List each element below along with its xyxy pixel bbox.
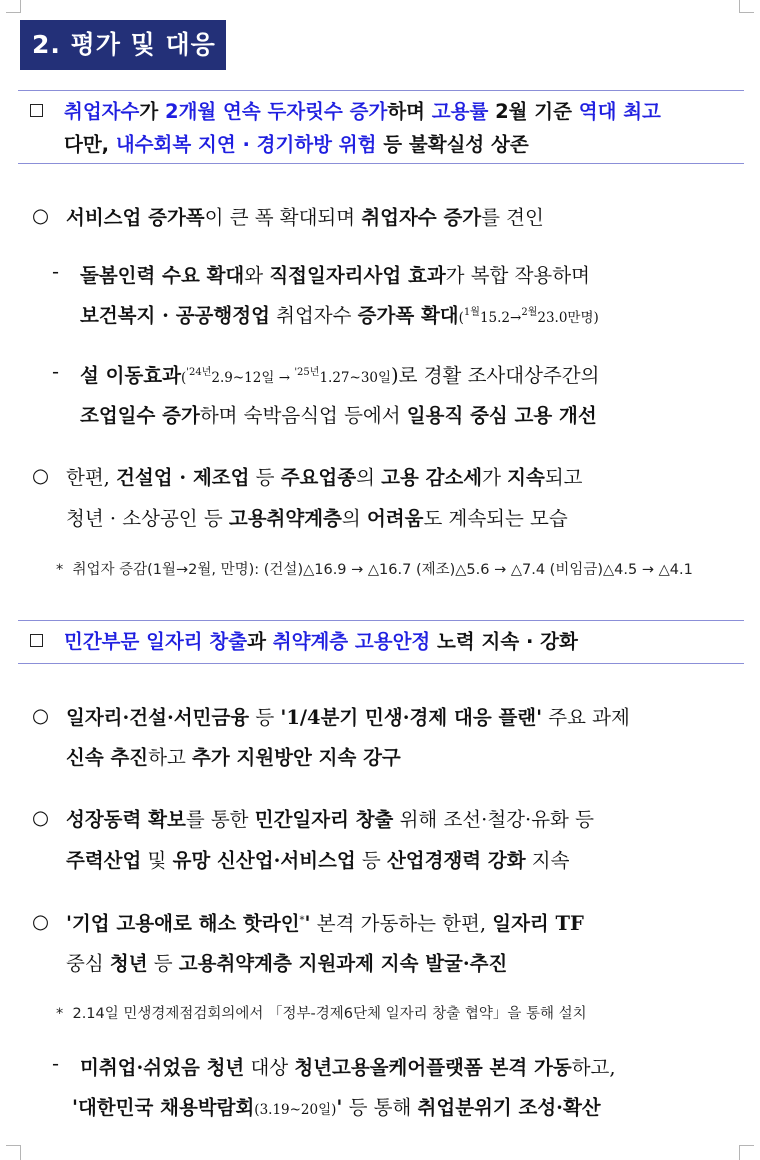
text-span: 2개월 연속 두자릿수 증가 (165, 100, 388, 123)
text-span: 민간부문 일자리 창출 (64, 630, 248, 653)
text-span: 일자리·건설·서민금융 (66, 706, 250, 729)
text-span: 지속 (507, 466, 545, 489)
text-span: 성장동력 확보 (66, 808, 186, 831)
text-span: 하고, (571, 1056, 616, 1079)
text-span: 내수회복 지연 · 경기하방 위험 (115, 133, 377, 156)
text-span: 주력산업 (66, 849, 142, 872)
asterisk-icon: * (56, 1006, 64, 1022)
text-span: 고용취약계층 (228, 507, 342, 530)
text-span: 취업자수 (64, 100, 140, 123)
circle-bullet-icon: ○ (32, 806, 50, 829)
text-span: '1/4분기 민생·경제 대응 플랜' (280, 706, 543, 729)
text-span: ( (180, 370, 187, 386)
footnote (56, 558, 693, 579)
text-span: 다만, (64, 133, 116, 156)
text-span: 대상 (244, 1056, 295, 1079)
text-span: 역대 최고 (578, 100, 661, 123)
text-span: (3.19~20일) (254, 1102, 337, 1118)
text-span: 의 (356, 466, 382, 489)
text-span: 주요 과제 (542, 706, 630, 729)
dash-bullet-icon: - (52, 260, 60, 283)
text-span: '기업 고용애로 해소 핫라인 (66, 912, 300, 935)
text-span: 등 (355, 849, 387, 872)
circle-bullet-icon: ○ (32, 464, 50, 487)
text-span: 고용률 (431, 100, 489, 123)
text-span: 지속 (525, 849, 570, 872)
text-span: 신속 추진 (66, 746, 149, 769)
text-span: 를 통한 (185, 808, 255, 831)
text-span: ( (458, 310, 464, 326)
text-span: 중심 (66, 952, 110, 975)
text-span: 미취업·쉬었음 청년 (80, 1056, 245, 1079)
text-span: 주요업종 (280, 466, 357, 489)
text-span: 보건복지 · 공공행정업 (80, 304, 270, 327)
text-span: 및 (141, 849, 173, 872)
text-span: 취업분위기 조성·확산 (417, 1096, 601, 1119)
text-span: 고용 감소세 (381, 466, 483, 489)
text-span: 1월 (463, 307, 480, 318)
text-span: 민간일자리 창출 (254, 808, 394, 831)
text-span: 2월 (521, 307, 538, 318)
dash-bullet-icon: - (52, 360, 60, 383)
summary-line (18, 625, 744, 658)
text-span: 돌봄인력 수요 확대 (80, 264, 245, 287)
text-span: 청년고용올케어플랫폼 본격 가동 (294, 1056, 572, 1079)
text-span: 건설업 · 제조업 (116, 466, 250, 489)
text-span: 청년 · 소상공인 등 (66, 507, 229, 530)
text-span: 추가 지원방안 지속 강구 (192, 746, 401, 769)
circle-bullet-icon: ○ (32, 910, 50, 933)
text-span: 취업자수 증가 (361, 206, 482, 229)
text-span: 과 (247, 630, 273, 653)
summary-line (18, 128, 744, 161)
text-span: 일자리 TF (492, 912, 584, 935)
section-title: 2. 평가 및 대응 (20, 20, 226, 70)
text-span: 어려움 (366, 507, 424, 530)
text-span: 23.0만명 (537, 310, 594, 326)
footnote-text: 2.14일 민생경제점검회의에서 「정부-경제6단체 일자리 창출 협약」을 통해 설치 (72, 1006, 587, 1022)
text-span: 등 (249, 466, 281, 489)
text-span: 증가폭 확대 (357, 304, 459, 327)
text-span: 가 복합 작용하며 (445, 264, 590, 287)
text-span: 노력 지속 · 강화 (430, 630, 578, 653)
text-span: 가 (139, 100, 165, 123)
text-span: '대한민국 채용박람회 (72, 1096, 255, 1119)
dash-bullet-icon: - (52, 1052, 60, 1075)
summary-header-2 (18, 620, 744, 664)
circle-bullet-icon: ○ (32, 204, 50, 227)
text-span: 되고 (544, 466, 583, 489)
text-span: 1.27~30일 (319, 370, 392, 386)
text-span: 서비스업 증가폭 (66, 206, 205, 229)
text-span: 일용직 중심 고용 개선 (406, 404, 597, 427)
text-span: 하고 (148, 746, 193, 769)
text-span: '25년 (294, 367, 320, 378)
text-span: )로 경활 조사대상주간의 (391, 364, 600, 387)
text-span: 설 이동효과 (80, 364, 181, 387)
text-span: 위해 조선·철강·유화 등 (393, 808, 594, 831)
footnote-text: 취업자 증감(1월→2월, 만명): (건설)△16.9 → △16.7 (제조)△5.6 → △7.4 (비임금)△4.5 → △4.1 (72, 562, 693, 578)
text-span: 의 (341, 507, 367, 530)
text-span: 하며 (387, 100, 432, 123)
page-corner-mark (739, 0, 754, 13)
text-span: 하며 숙박음식업 등에서 (199, 404, 407, 427)
text-span: ' (336, 1096, 343, 1119)
text-span: ) (593, 310, 599, 326)
text-span: 등 통해 (342, 1096, 418, 1119)
text-span: 한편, (66, 466, 117, 489)
circle-bullet-icon: ○ (32, 704, 50, 727)
text-span: 2월 기준 (488, 100, 579, 123)
text-span: 를 견인 (481, 206, 544, 229)
checkbox-square-icon (30, 104, 43, 117)
text-span: 취약계층 고용안정 (272, 630, 431, 653)
text-span: '24년 (186, 367, 212, 378)
text-span: 와 (244, 264, 270, 287)
text-span: 고용취약계층 지원과제 지속 발굴·추진 (178, 952, 508, 975)
asterisk-icon: * (56, 562, 64, 578)
text-span: 2.9~12일 → (211, 370, 295, 386)
text-span: * (299, 915, 305, 926)
checkbox-square-icon (30, 634, 43, 647)
text-span: 이 큰 폭 확대되며 (204, 206, 362, 229)
text-span: 유망 신산업·서비스업 (172, 849, 356, 872)
text-span: 등 (249, 706, 281, 729)
text-span: 취업자수 (269, 304, 358, 327)
summary-line (18, 95, 744, 128)
text-span: ' (304, 912, 311, 935)
text-span: 조업일수 증가 (80, 404, 200, 427)
summary-header-1 (18, 90, 744, 164)
text-span: 본격 가동하는 한편, (310, 912, 493, 935)
text-span: 15.2→ (479, 310, 522, 326)
text-span: 산업경쟁력 강화 (386, 849, 526, 872)
text-span: 등 불확실성 상존 (376, 133, 529, 156)
text-span: 가 (482, 466, 508, 489)
text-span: 청년 (109, 952, 148, 975)
text-span: 직접일자리사업 효과 (269, 264, 446, 287)
footnote (56, 1002, 587, 1023)
text-span: 도 계속되는 모습 (423, 507, 568, 530)
page-corner-mark (6, 0, 21, 13)
text-span: 등 (147, 952, 179, 975)
